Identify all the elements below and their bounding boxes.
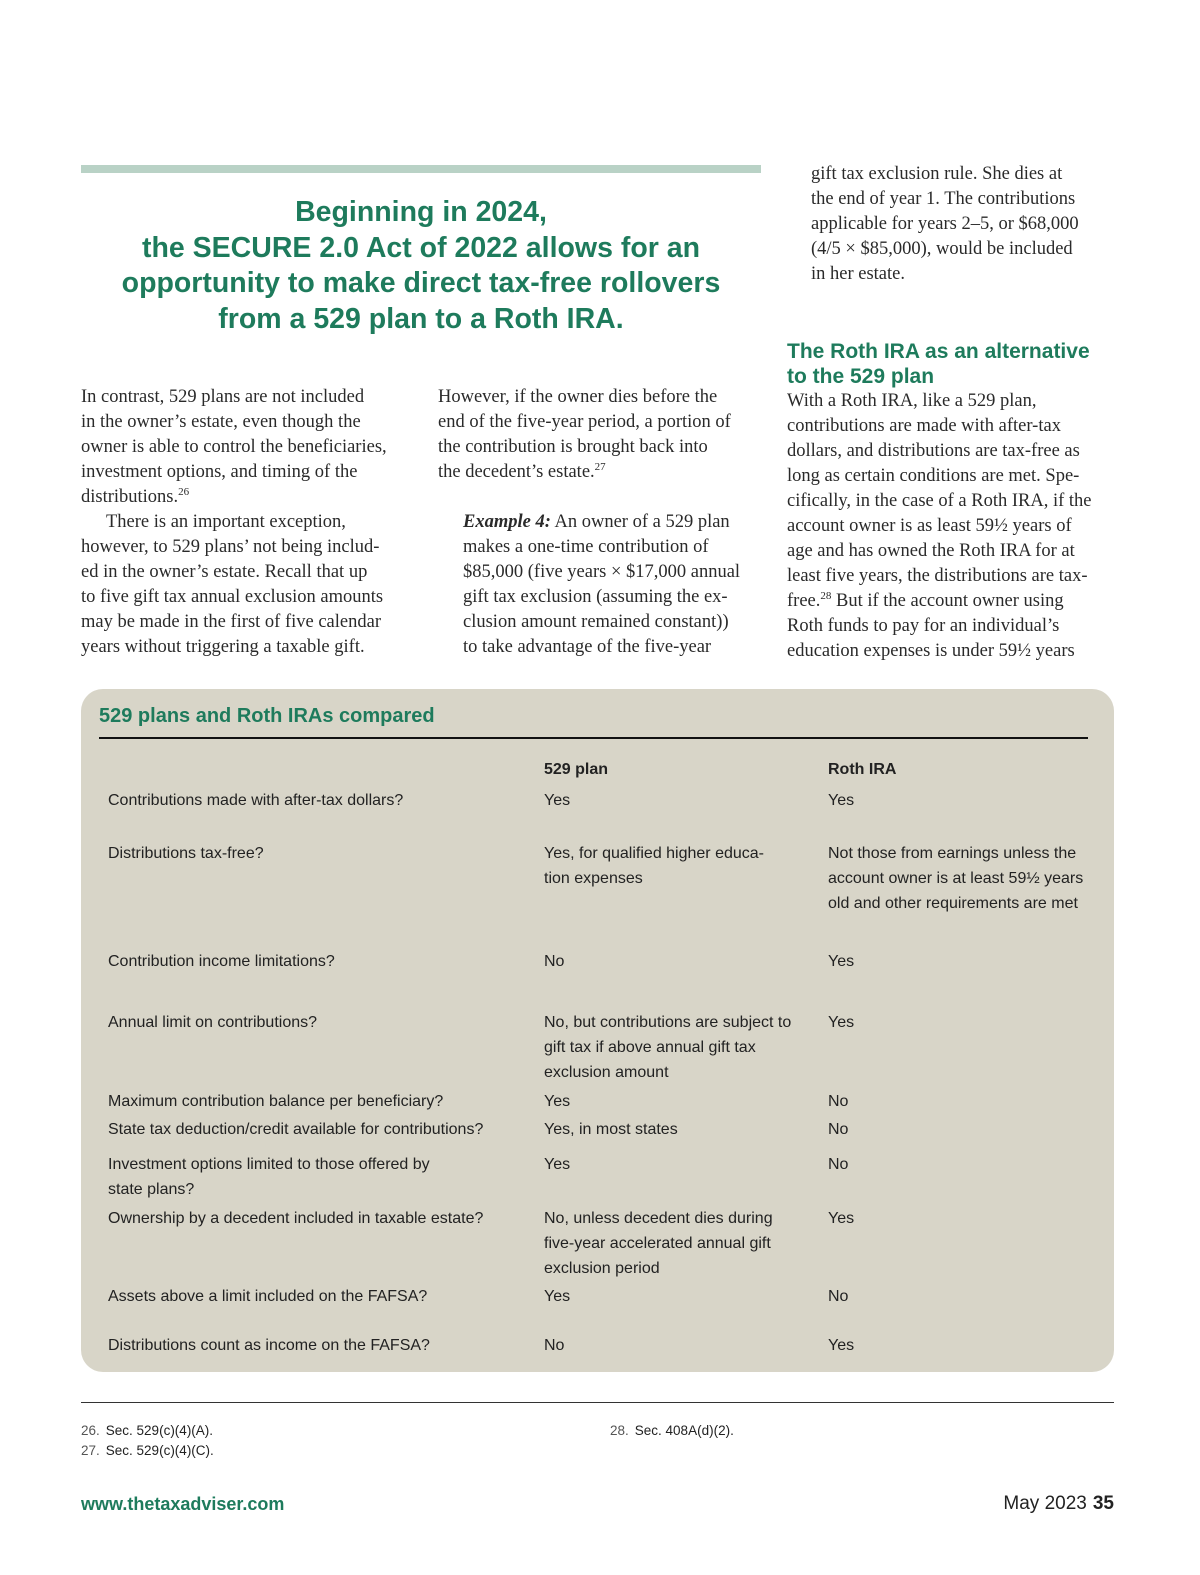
paragraph <box>438 385 768 485</box>
text-line: years without triggering a taxable gift. <box>81 637 365 657</box>
footer-issue-date <box>1003 1493 1114 1515</box>
text-line: however, to 529 plans’ not being includ- <box>81 537 380 557</box>
text-line: There is an important exception, <box>106 512 346 532</box>
footnote-ref: 26 <box>178 485 190 498</box>
footnote-text: Sec. 529(c)(4)(C). <box>105 1443 214 1458</box>
row-question: Ownership by a decedent included in taxable estate? <box>108 1210 484 1227</box>
text-line: With a Roth IRA, like a 529 plan, <box>787 391 1037 411</box>
text-line: the end of year 1. The contributions <box>811 189 1076 209</box>
row-roth-answer: Yes <box>828 1210 855 1227</box>
footnote-number: 26. <box>81 1423 100 1438</box>
paragraph <box>81 510 416 660</box>
article-column-2 <box>438 385 768 660</box>
column-header-529: 529 plan <box>544 761 609 778</box>
text-line: $85,000 (five years × $17,000 annual <box>463 562 741 582</box>
text-line: makes a one-time contribution of <box>463 537 709 557</box>
row-roth-answer: Yes <box>828 953 855 970</box>
text-line: cifically, in the case of a Roth IRA, if the <box>787 491 1092 511</box>
paragraph <box>81 385 416 510</box>
row-529-answer: Yes, for qualified higher educa- tion expenses <box>544 845 764 887</box>
pull-quote-line: opportunity to make direct tax-free rollovers <box>121 267 721 299</box>
text-line <box>463 510 768 535</box>
paragraph <box>787 389 1127 664</box>
text-line: investment options, and timing of the <box>81 462 358 482</box>
row-529-answer: Yes <box>544 1093 571 1110</box>
table-title-rule <box>99 737 1088 739</box>
text-line: gift tax exclusion rule. She dies at <box>811 164 1063 184</box>
decorative-top-rule <box>81 165 761 173</box>
comparison-table <box>81 689 1114 1372</box>
row-529-answer: No <box>544 1337 565 1354</box>
row-question: Assets above a limit included on the FAFSA? <box>108 1288 428 1305</box>
text-line: to take advantage of the five-year <box>463 637 712 657</box>
row-question: Investment options limited to those offered by state plans? <box>108 1156 430 1198</box>
text-line: education expenses is under 59½ years <box>787 641 1075 661</box>
column-header-roth: Roth IRA <box>828 761 897 778</box>
row-question: Annual limit on contributions? <box>108 1014 318 1031</box>
footnote-number: 28. <box>610 1423 629 1438</box>
row-529-answer: No, unless decedent dies during five-year accelerated annual gift exclusion period <box>544 1210 773 1277</box>
article-column-3 <box>787 162 1127 664</box>
heading-line: The Roth IRA as an alternative <box>787 340 1090 363</box>
text-line: account owner is as least 59½ years of <box>787 516 1072 536</box>
example-paragraph <box>438 510 768 660</box>
pull-quote-line: Beginning in 2024, <box>295 196 547 228</box>
text-line: age and has owned the Roth IRA for at <box>787 541 1075 561</box>
footnote <box>81 1443 214 1458</box>
row-529-answer: Yes, in most states <box>544 1121 678 1138</box>
row-roth-answer: Yes <box>828 1337 855 1354</box>
row-question: Contribution income limitations? <box>108 953 335 970</box>
text-line: the contribution is brought back into <box>438 437 708 457</box>
row-529-answer: No <box>544 953 565 970</box>
text-segment: the decedent’s estate. <box>438 462 595 482</box>
text-line: long as certain conditions are met. Spe- <box>787 466 1080 486</box>
pull-quote-line: from a 529 plan to a Roth IRA. <box>218 302 624 335</box>
table-title: 529 plans and Roth IRAs compared <box>99 705 435 727</box>
row-roth-answer: Not those from earnings unless the account owner is at least 59½ years old and other requirements are met <box>828 845 1084 912</box>
footnote-ref: 27 <box>594 460 606 473</box>
pull-quote <box>81 195 761 337</box>
text-segment: free. <box>787 591 821 611</box>
row-529-answer: Yes <box>544 1156 571 1173</box>
text-line: ed in the owner’s estate. Recall that up <box>81 562 368 582</box>
footnote-number: 27. <box>81 1443 100 1458</box>
issue-date: May 2023 <box>1003 1493 1087 1514</box>
row-question: State tax deduction/credit available for contributions? <box>108 1121 484 1138</box>
article-column-1 <box>81 385 416 660</box>
footnote-rule <box>81 1402 1114 1403</box>
text-line: In contrast, 529 plans are not included <box>81 387 365 407</box>
text-line <box>438 460 768 485</box>
row-529-answer: No, but contributions are subject to gift tax if above annual gift tax exclusion amount <box>544 1014 792 1081</box>
text-line: to five gift tax annual exclusion amounts <box>81 587 384 607</box>
row-roth-answer: No <box>828 1288 849 1305</box>
text-line <box>787 589 1127 614</box>
footnote-text: Sec. 529(c)(4)(A). <box>105 1423 214 1438</box>
footnote <box>81 1423 213 1438</box>
heading-line: to the 529 plan <box>787 365 935 388</box>
example-label: Example 4: <box>463 512 551 532</box>
text-line: in the owner’s estate, even though the <box>81 412 361 432</box>
footer-website-link[interactable]: www.thetaxadviser.com <box>81 1494 285 1514</box>
text-segment: But if the account owner using <box>831 591 1064 611</box>
pull-quote-line: the SECURE 2.0 Act of 2022 allows for an <box>141 231 701 264</box>
row-question: Distributions count as income on the FAFSA? <box>108 1337 430 1354</box>
row-roth-answer: No <box>828 1093 849 1110</box>
section-heading <box>787 339 1127 389</box>
text-line <box>81 485 416 510</box>
footnote-ref: 28 <box>820 589 832 602</box>
paragraph <box>787 162 1127 287</box>
text-line: owner is able to control the beneficiaries, <box>81 437 387 457</box>
row-roth-answer: Yes <box>828 1014 855 1031</box>
text-line: clusion amount remained constant)) <box>463 612 729 632</box>
row-roth-answer: Yes <box>828 792 855 809</box>
text-line: applicable for years 2–5, or $68,000 <box>811 214 1079 234</box>
page-number: 35 <box>1092 1493 1114 1514</box>
text-line: dollars, and distributions are tax-free as <box>787 441 1080 461</box>
text-line: end of the five-year period, a portion of <box>438 412 731 432</box>
footnote-text: Sec. 408A(d)(2). <box>634 1423 734 1438</box>
row-roth-answer: No <box>828 1121 849 1138</box>
row-529-answer: Yes <box>544 1288 571 1305</box>
text-segment: An owner of a 529 plan <box>550 512 730 532</box>
row-529-answer: Yes <box>544 792 571 809</box>
text-line: However, if the owner dies before the <box>438 387 718 407</box>
row-roth-answer: No <box>828 1156 849 1173</box>
footnote <box>610 1423 734 1438</box>
text-line: in her estate. <box>811 264 905 284</box>
row-question: Contributions made with after-tax dollars? <box>108 792 404 809</box>
text-line: least five years, the distributions are tax- <box>787 566 1088 586</box>
text-segment: distributions. <box>81 487 179 507</box>
row-question: Maximum contribution balance per beneficiary? <box>108 1093 444 1110</box>
text-line: (4/5 × $85,000), would be included <box>811 239 1073 259</box>
text-line: contributions are made with after-tax <box>787 416 1061 436</box>
text-line: gift tax exclusion (assuming the ex- <box>463 587 728 607</box>
row-question: Distributions tax-free? <box>108 845 264 862</box>
text-line: may be made in the first of five calendar <box>81 612 381 632</box>
text-line: Roth funds to pay for an individual’s <box>787 616 1060 636</box>
